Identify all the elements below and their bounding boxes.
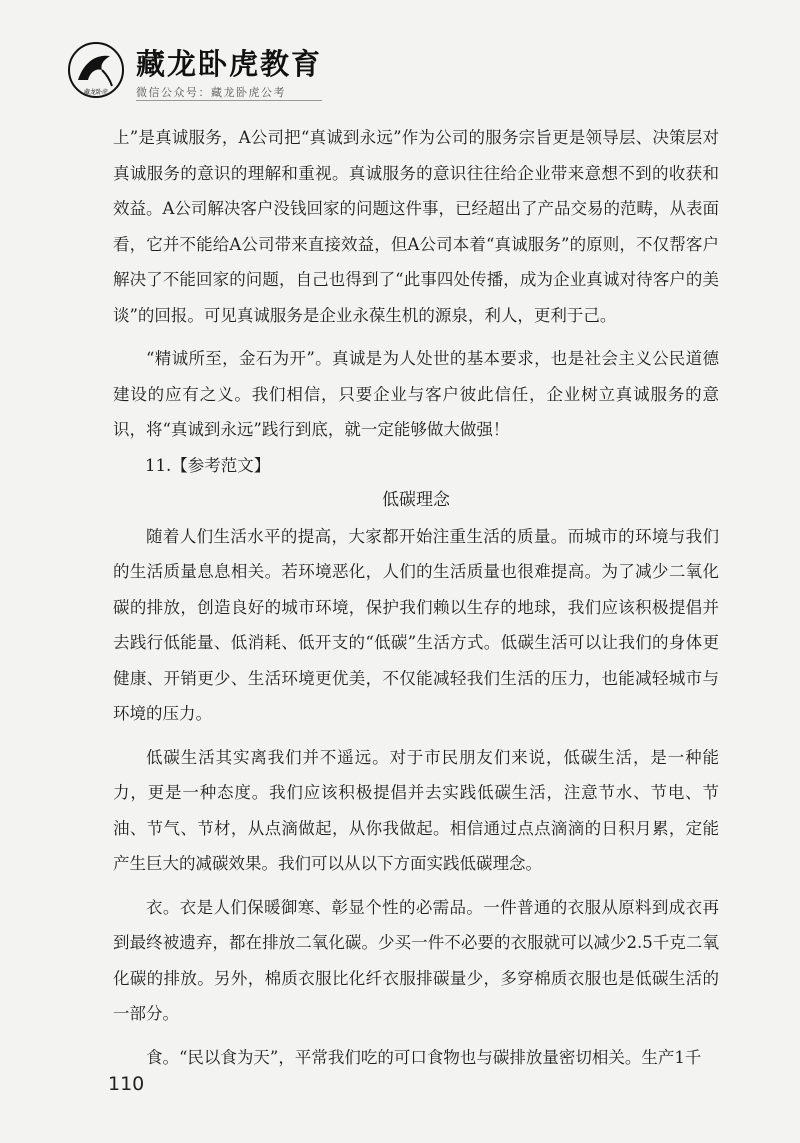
paragraph-continued: 上”是真诚服务，A公司把“真诚到永远”作为公司的服务宗旨更是领导层、决策层对真诚服务的意识的理解和重视。真诚服务的意识往往给企业带来意想不到的收获和效益。A公司解决客户没钱回家的问题这件事，已经超出了产品交易的范畴，从表面看，它并不能给A公司带来直接效益，但A公司本着“真诚服务”的原则，不仅帮客户解决了不能回家的问题，自己也得到了“此事四处传播，成为企业真诚对待客户的美谈”的回报。可见真诚服务是企业永葆生机的源泉，利人，更利于己。: [113, 128, 719, 325]
paragraph: 低碳生活其实离我们并不遥远。对于市民朋友们来说，低碳生活，是一种能力，更是一种态度。我们应该积极提倡并去实践低碳生活，注意节水、节电、节油、节气、节材，从点滴做起，从你我做起。相信通过点点滴滴的日积月累，定能产生巨大的减碳效果。我们可以从以下方面实践低碳理念。: [113, 747, 719, 873]
paragraph: 食。“民以食为天”，平常我们吃的可口食物也与碳排放量密切相关。生产1千: [146, 1047, 702, 1067]
paragraph: 随着人们生活水平的提高，大家都开始注重生活的质量。而城市的环境与我们的生活质量息息相关。若环境恶化，人们的生活质量也很难提高。为了减少二氧化碳的排放，创造良好的城市环境，保护我们赖以生存的地球，我们应该积极提倡并去践行低能量、低消耗、低开支的“低碳”生活方式。低碳生活可以让我们的身体更健康、开销更少、生活环境更优美，不仅能减轻我们生活的压力，也能减轻城市与环境的压力。: [113, 526, 719, 723]
page-header: [66, 40, 366, 106]
paragraph: “精诚所至，金石为开”。真诚是为人处世的基本要求，也是社会主义公民道德建设的应有之义。我们相信，只要企业与客户彼此信任，企业树立真诚服务的意识，将“真诚到永远”践行到底，就一定能够做大做强！: [113, 349, 719, 439]
brand-divider: [136, 100, 322, 101]
logo-caption: 藏龙卧虎: [83, 89, 109, 96]
section-label: 11.【参考范文】: [145, 455, 271, 475]
dragon-logo-icon: [66, 40, 126, 100]
page-number: 110: [108, 1073, 145, 1095]
paragraph: 衣。衣是人们保暖御寒、彰显个性的必需品。一件普通的衣服从原料到成衣再到最终被遗弃，都在排放二氧化碳。少买一件不必要的衣服就可以减少2.5千克二氧化碳的排放。另外，棉质衣服比化纤衣服排碳量少，多穿棉质衣服也是低碳生活的一部分。: [113, 897, 719, 1023]
page-content: [113, 120, 719, 1075]
brand-subtitle: 微信公众号：藏龙卧虎公考: [136, 86, 286, 99]
section-title: 低碳理念: [382, 490, 450, 510]
brand-name: 藏龙卧虎教育: [136, 47, 323, 81]
